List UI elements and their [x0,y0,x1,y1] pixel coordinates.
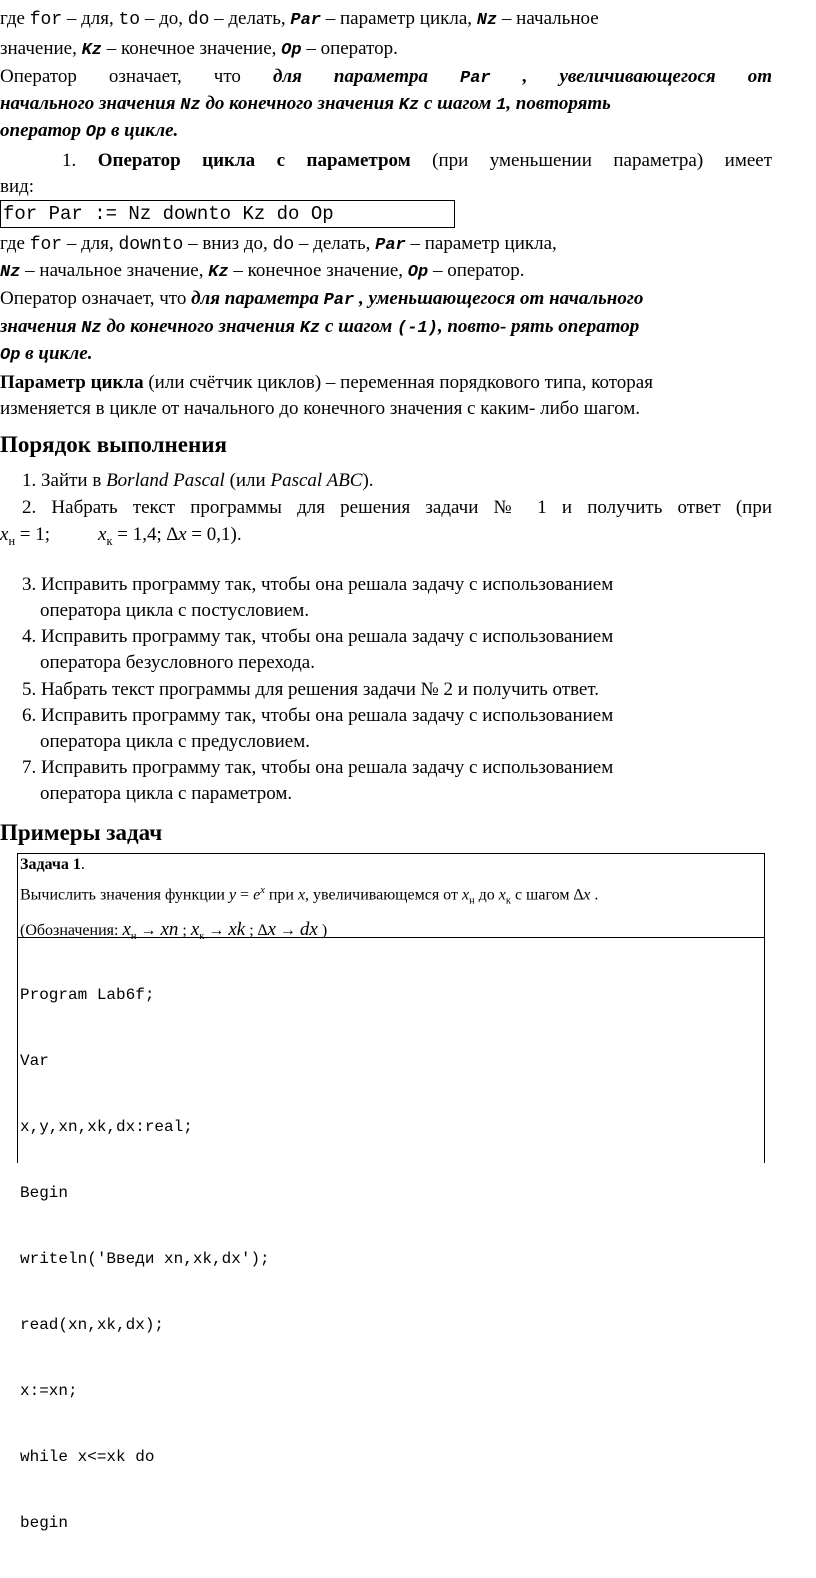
math-var: x [190,918,200,940]
step-1 [22,468,374,494]
arrow: → [204,921,229,939]
text: (или счётчик циклов) – переменная порядкового типа, которая [143,372,653,393]
math-var: dx [299,918,318,940]
heading-procedure: Порядок выполнения [0,432,227,457]
math-sub: к [505,895,511,907]
math-var: x [0,524,9,545]
emph-text: , уменьшающегося от начального [354,288,644,309]
para5-line2 [0,314,816,342]
var-par: Par [290,11,321,30]
text: – начальное значение, [20,260,209,281]
para4-line1 [0,231,816,259]
text: (при уменьшении параметра) имеет [410,150,773,171]
math-sup: x [260,885,265,896]
math-var: x [98,524,107,545]
var-op: Op [0,346,21,365]
para1-line2 [0,36,816,64]
text: Оператор означает, что [0,288,192,309]
text: Оператор означает, что [0,66,273,87]
para1-line1 [0,6,816,34]
text: Вычислить значения функции [20,886,229,904]
step-4-line1: 4. Исправить программу так, чтобы она решала задачу с использованием [22,626,614,647]
text: , увеличивающемся от [305,886,462,904]
math-sub: н [469,895,475,907]
math-var: x [267,918,276,940]
code-line: Begin [20,1184,69,1202]
emph-text: до конечного значения [200,93,399,114]
text: – конечное значение, [228,260,408,281]
text: – для, [62,233,119,254]
var-par: Par [323,291,355,310]
text: . [590,886,599,904]
var-op: Op [407,263,429,282]
step-value: 1 [496,96,507,115]
step-3-line1: 3. Исправить программу так, чтобы она решала задачу с использованием [22,574,614,595]
var-nz: Nz [476,11,498,30]
math-var: x [583,886,591,904]
text: – оператор. [301,38,398,59]
para2-line2 [0,91,816,119]
keyword-downto: downto [118,235,184,255]
product-name: Pascal ABC [270,470,363,491]
arrow: → [136,921,161,939]
emph-text: в цикле. [106,120,179,141]
emph-text: до конечного значения [101,316,300,337]
keyword-do: do [187,10,210,30]
math-sub: к [199,930,205,942]
var-par: Par [460,69,491,88]
var-nz: Nz [81,319,102,338]
bold-term: Параметр цикла [0,372,144,393]
step-value: (-1) [397,319,438,338]
para6-line2: изменяется в цикле от начального до конечного значения с каким- либо шагом. [0,398,640,419]
emph-text: для параметра [191,288,324,309]
var-kz: Kz [299,319,321,338]
math-sub: н [8,533,16,548]
emph-text: для параметра [272,66,461,87]
math-sub: к [106,533,113,548]
emph-text: с шагом [320,316,398,337]
math-text: = [236,886,254,904]
text: (Обозначения: [20,921,123,939]
bold-term: Оператор цикла с параметром [97,150,411,171]
arrow: → [275,921,300,939]
var-kz: Kz [81,41,103,60]
text: значение, [0,38,82,59]
task-header [18,854,764,942]
var-par: Par [375,236,406,255]
text: ; ∆ [245,921,268,939]
text: до [474,886,499,904]
text: – оператор. [428,260,525,281]
text: – параметр цикла, [405,233,557,254]
code-listing [20,940,270,1578]
math-sub: н [130,930,137,942]
emph-text: в цикле. [20,343,93,364]
text: – делать, [209,8,291,29]
code-syntax-box: for Par := Nz downto Kz do Op [0,200,455,228]
math-text: = 0,1). [186,524,242,545]
code-line: Var [20,1052,49,1070]
text: – параметр цикла, [321,8,477,29]
para5-line3 [0,341,816,369]
step-2-line1: 2. Набрать текст программы для решения задачи № 1 и получить ответ (при [22,497,772,518]
para2-line1 [0,64,772,92]
var-nz: Nz [180,96,201,115]
step-7-line1: 7. Исправить программу так, чтобы она решала задачу с использованием [22,757,614,778]
step-2-line2 [0,522,816,554]
emph-text: начального значения [0,93,181,114]
step-6-line1: 6. Исправить программу так, чтобы она решала задачу с использованием [22,705,614,726]
text: где [0,233,30,254]
para6-line1 [0,370,816,396]
task-title-line [20,854,764,876]
math-var: y [228,886,237,904]
product-name: Borland Pascal [106,470,225,491]
code-line: writeln('Введи xn,xk,dx'); [20,1250,270,1268]
math-text: = 1,4; ∆ [112,524,179,545]
emph-text: значения [0,316,82,337]
code-line: Program Lab6f; [20,986,155,1004]
math-var: xn [160,918,179,940]
step-5: 5. Набрать текст программы для решения задачи № 2 и получить ответ. [22,679,599,700]
emph-text: оператор [0,120,86,141]
task-description [20,880,764,913]
math-var: x [498,886,506,904]
task-title: Задача 1 [20,856,81,873]
math-var: x [461,886,470,904]
text: при [264,886,298,904]
text: 1. [62,150,98,171]
math-var: xk [228,918,246,940]
emph-text: , повто- рять оператор [437,316,640,337]
step-7-line2: оператора цикла с параметром. [40,783,293,804]
text: где [0,8,30,29]
text: ) [317,921,328,939]
var-op: Op [281,41,302,60]
text: ; [178,921,191,939]
emph-text: , повторять [506,93,611,114]
text: – начальное [497,8,599,29]
code-line: while x<=xk do [20,1448,155,1466]
step-4-line2: оператора безусловного перехода. [40,652,315,673]
code-line: read(xn,xk,dx); [20,1316,165,1334]
text: – для, [62,8,119,29]
math-var: e [253,886,261,904]
text: 1. Зайти в [22,470,107,491]
keyword-for: for [29,235,63,255]
var-kz: Kz [208,263,229,282]
para3-line2: вид: [0,176,35,197]
para4-line2 [0,258,816,286]
text: (или [224,470,271,491]
text: ). [362,470,374,491]
var-op: Op [85,123,107,142]
para5-line1 [0,286,816,314]
text: . [80,856,85,873]
text: – конечное значение, [102,38,282,59]
text: – до, [140,8,188,29]
step-3-line2: оператора цикла с постусловием. [40,600,310,621]
var-kz: Kz [398,96,420,115]
emph-text: с шагом [419,93,497,114]
code-line: begin [20,1514,69,1532]
para2-line3 [0,118,816,146]
code-line: x,y,xn,xk,dx:real; [20,1118,193,1136]
math-text: = 1; [15,524,51,545]
keyword-do: do [272,235,295,255]
emph-text: , увеличивающегося от [490,66,773,87]
keyword-to: to [118,10,141,30]
heading-examples: Примеры задач [0,820,163,845]
math-var: x [122,918,131,940]
step-6-line2: оператора цикла с предусловием. [40,731,310,752]
text: с шагом ∆ [510,886,584,904]
text: – делать, [294,233,376,254]
math-var: x [178,524,187,545]
task-box [17,853,765,1532]
text: – вниз до, [183,233,273,254]
keyword-for: for [29,10,63,30]
code-line: x:=xn; [20,1382,78,1400]
var-nz: Nz [0,263,21,282]
para3-line1 [62,148,772,174]
math-var: x [297,886,306,904]
